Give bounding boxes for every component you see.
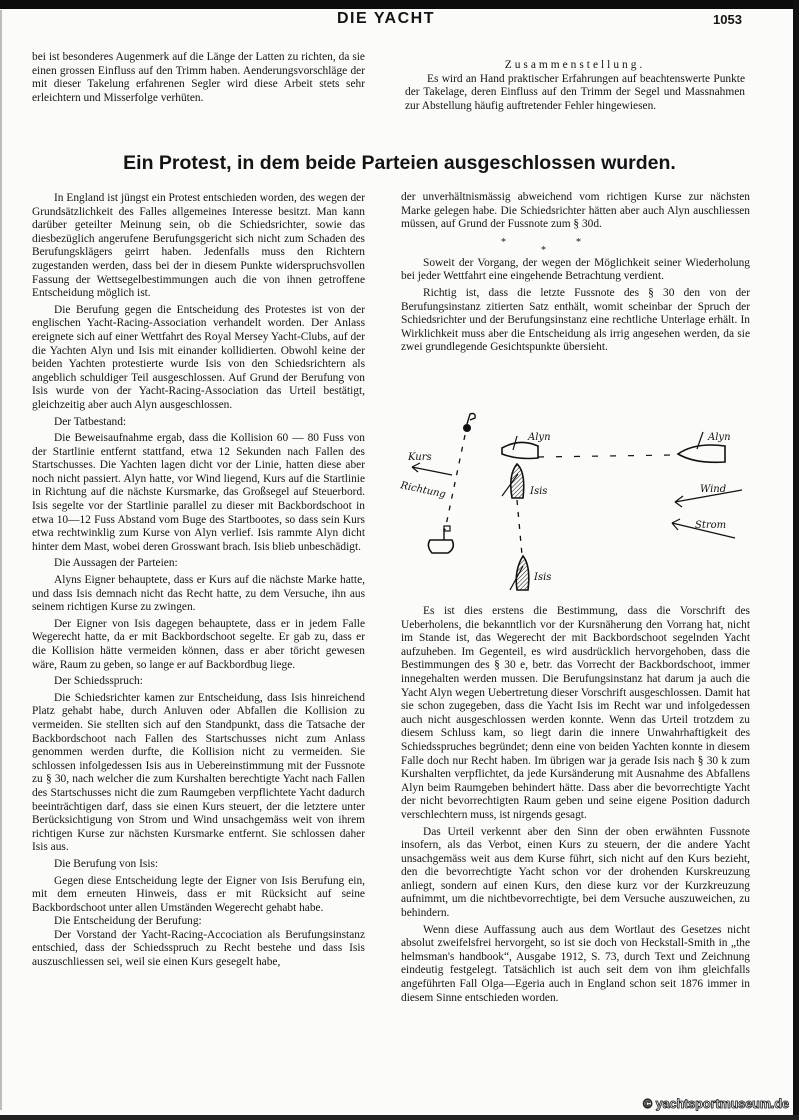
previous-article-end	[32, 51, 365, 105]
paragraph: Wenn diese Auffassung auch aus dem Wortlaut des Gesetzes nicht absolut zweifelsfrei hervorgeht, so ist sie doch von Heckstall-Smith in „the helmsman's handbook“, Ausgabe 1912, S. 73, durch Text und Zeichnung eindeutig festgelegt. Tatsächlich ist auch seit dem von ihm gleichfalls angeführten Fall Olga—Egeria auch in England schon seit 1876 immer in diesem Sinne entschieden worden.	[401, 923, 750, 1004]
start-boat-icon	[428, 526, 453, 553]
section-title: Zusammenstellung.	[504, 59, 646, 71]
paragraph: Der Eigner von Isis dagegen behauptete, dass er in jedem Falle Wegerecht hatte, da er mit Backbordschoot segelte. Er gab zu, dass er die Kollision hätte vermeiden können, dass er aber töricht gewesen wäre, Raum zu geben, so lange er auf Backbordbug liege.	[32, 617, 365, 671]
label-strom: Strom	[695, 520, 727, 531]
isis-track	[517, 500, 522, 555]
collision-diagram	[390, 380, 750, 595]
label-isis-far: Isis	[534, 572, 552, 583]
yacht-isis-near-icon	[502, 464, 524, 498]
section-heading: Die Aussagen der Parteien:	[54, 557, 178, 570]
page-number: 1053	[713, 12, 742, 27]
paragraph: Soweit der Vorgang, der wegen der Möglichkeit seiner Wiederholung bei jeder Wettfahrt eine eingehende Betrachtung verdient.	[401, 256, 750, 283]
article-right-column-top	[401, 191, 750, 355]
label-alyn-near: Alyn	[528, 432, 551, 443]
paragraph: In England ist jüngst ein Protest entschieden worden, des wegen der Grundsätzlichkeit des Falles allgemeines Interesse besitzt. Man kann darüber geteilter Meinung sein, ob die Schiedsrichter, sowie das diesbezüglich angerufene Berufungsgericht sich nicht zum Schaden des Berufungsklägers geirrt haben. Jedenfalls muss den Richtern zugestanden werden, dass bei der in diesem Punkte widerspruchsvollen Fassung der Wettsegelbestimmungen auch die von ihnen getroffene Entscheidung möglich ist.	[32, 192, 365, 300]
mark-buoy-icon	[463, 414, 475, 433]
article-left-column	[32, 189, 365, 970]
separator-dot: *	[576, 236, 581, 248]
section-heading: Die Entscheidung der Berufung:	[54, 915, 202, 928]
scan-top-border	[0, 0, 799, 9]
alyn-track	[538, 455, 675, 457]
paragraph: Richtig ist, dass die letzte Fussnote des § 30 den von der Berufungsinstanz zitierten Satz enthält, womit scheinbar der Spruch der Schiedsrichter und der Berufungsinstanz eine rechtliche Unterlage erhält. In Wirklichkeit muss aber die Entscheidung als irrig angesehen werden, da sie zwei grundlegende Gesichtspunkte übersieht.	[401, 286, 750, 354]
running-title: DIE YACHT	[337, 10, 435, 27]
paragraph: Das Urteil verkennt aber den Sinn der oben erwähnten Fussnote insofern, als das Verbot, einen Kurs zu steuern, der die andere Yacht unsachgemäss weit aus dem Kurse führt, sich nicht auf den Kurs bezieht, den die bevorrechtigte Yacht schon vor der drohenden Kurskreuzung anliegt, sondern auf einen Kurs, den diese kurz vor der Kurzkreuzung aufnimmt, um die nichtbevorrechtigte, bei dem Versuche auszuweichen, zu behindern.	[401, 825, 750, 920]
section-heading: Die Berufung von Isis:	[54, 857, 159, 870]
scan-left-edge	[0, 10, 2, 1110]
label-isis-near: Isis	[530, 486, 548, 497]
watermark: © yachtsportmuseum.de	[642, 1097, 789, 1111]
paragraph: bei ist besonderes Augenmerk auf die Länge der Latten zu richten, da sie einen grossen Einfluss auf den Trimm haben. Aenderungsvorschläge der mit dieser Takelung erfahrenen Segler wird diese Arbeit stets sehr erleichtern und Misserfolge verhüten.	[32, 51, 365, 104]
paragraph: der unverhältnismässig abweichend vom richtigen Kurse zur nächsten Marke gelegen habe. Die Schiedsrichter hätten aber auch Alyn auschliessen müssen, auf Grund der Fussnote zum § 30d.	[401, 191, 750, 231]
label-alyn-far: Alyn	[708, 432, 731, 443]
start-line	[445, 435, 465, 530]
paragraph: Die Schiedsrichter kamen zur Entscheidung, dass Isis hinreichend Platz gehabt habe, durch Anluven oder Abfallen die Kollision zu vermeiden. Sie stellten sich auf den Standpunkt, dass die Tatsache der Backbordschoot nach Fallen des Startschusses nicht zum Anlass genommen werden durfte, die Kollision nicht zu vermeiden. Sie schlossen infolgedessen Isis aus in Uebereinstimmung mit der Fussnote zu § 30, nach welcher die zum Kurshalten berechtigte Yacht nach Fallen des Startschusses nicht die zum Raumgeben verpflichtete Yacht dadurch beeinträchtigen darf, dass sie einen Kurs steuert, der die letztere unter Berücksichtigung von Strom und Wind unsachgemäss weit von ihrem richtigen Kurse zur nächsten Kursmarke entfernt. Sie schlossen daher Isis aus.	[32, 691, 365, 854]
paragraph: Die Beweisaufnahme ergab, dass die Kollision 60 — 80 Fuss von der Startlinie entfernt stattfand, etwa 12 Sekunden nach Fallen des Startschusses. Die Yachten lagen dicht vor der Linie, hatten diese aber noch nicht passiert. Alyn hatte, vor Wind liegend, Kurs auf die Startlinie in Richtung auf die nächste Kursmarke, das Großsegel auf Steuerbord. Isis segelte vor der Startlinie parallel zu dieser mit Backbordschoot in etwa 10—12 Fuss Abstand vom Buge des Startbootes, so dass sein Kurs etwa rechtwinklig zum Kurse von Alyn verlief. Isis rammte Alyn dicht hinter dem Mast, wobei deren Grosswant brach. Isis blieb unbeschädigt.	[32, 432, 365, 553]
article-title: Ein Protest, in dem beide Parteien ausgeschlossen wurden.	[123, 152, 676, 174]
paragraph: Alyns Eigner behauptete, dass er Kurs auf die nächste Marke hatte, und dass Isis demnach nicht das Recht hatte, zu dem Versuche, ihn aus seinem richtigen Kurse zu zwingen.	[32, 574, 365, 614]
scan-bottom-border	[0, 1115, 799, 1120]
article-right-column-bottom	[401, 602, 750, 1005]
section-heading: Der Schiedsspruch:	[54, 675, 143, 688]
yacht-isis-far-icon	[510, 556, 529, 590]
separator-dot: *	[501, 236, 506, 248]
diagram-svg	[390, 380, 750, 595]
paragraph: Es wird an Hand praktischer Erfahrungen auf beachtenswerte Punkte der Takelage, deren Einfluss auf den Trimm der Segel und Massnahmen zur Abstellung häufig auftretender Fehler hingewiesen.	[405, 72, 745, 112]
separator-dot: *	[541, 244, 546, 256]
label-kurs: Kurs	[408, 452, 432, 463]
section-separator	[401, 232, 750, 254]
paragraph: Der Vorstand der Yacht-Racing-Accociation als Berufungsinstanz entschied, dass der Schiedsspruch zu Recht bestehe und dass Isis auszuschliessen sei, weil sie einen Kurs gesegelt habe,	[32, 928, 365, 969]
previous-article-summary	[405, 59, 745, 113]
paragraph: Gegen diese Entscheidung legte der Eigner von Isis Berufung ein, mit dem erneuten Hinweis, dass er mit Rücksicht auf seine Backbordschoot unter allen Umständen Wegerecht gehabt habe.	[32, 874, 365, 914]
course-direction-arrow	[412, 463, 452, 475]
label-richtung: Richtung	[399, 480, 447, 501]
paragraph: Es ist dies erstens die Bestimmung, dass die Vorschrift des Ueberholens, die bekanntlich vor der Kursnäherung den Vorrang hat, nicht im Stande ist, das Wegerecht der mit Backbordschoot segelnden Yacht aufzuheben. Im Gegenteil, es wird ausdrücklich hervorgehoben, dass die Bestimmungen des § 30 e, betr. das Vorrecht der Backbordschoot, immer innegehalten werden mussen. Die Berufungsinstanz hat darum ja auch die Yacht Alyn wegen Uebertretung dieser Vorschrift ausgeschlossen. Damit hat sie schon zugegeben, dass die Yacht Isis im Recht war und infolgedessen auch nicht ausgeschlossen werden konnte. Wenn das Urteil trotzdem zu diesem Schluss kam, so liegt darin die innere Unwahrhaftigkeit des Schiedsspruches begründet; denn eine von beiden Yachten konnte in diesem Falle doch nur Recht haben. Im übrigen war ja gerade Isis nach § 30 k zum Kurshalten verpflichtet, da jede Kursänderung mit Ausnahme des Abfallens Alyn beim Raumgeben behindert hätte. Dass aber die bevorrechtigte Yacht der nicht bevorrechtigten Raum geben und seine eigene Position dadurch verschlechtern muss, ist nirgends gesagt.	[401, 605, 750, 821]
label-wind: Wind	[700, 484, 727, 495]
paragraph: Die Berufung gegen die Entscheidung des Protestes ist von der englischen Yacht-Racing-Association verhandelt worden. Der Anlass ereignete sich auf einer Wettfahrt des Royal Mersey Yacht-Clubs, auf der die Yachten Alyn und Isis mit einander kollidierten. Obwohl keine der beiden Yachten protestierte wurde Isis von den Schiedsrichtern als angeblich schuldiger Teil ausgeschlossen. Auf Grund der Berufung von Isis wurde von der Yacht-Racing-Association das Urteil bestätigt, gleichzeitig aber auch Alyn ausgeschlossen.	[32, 303, 365, 411]
section-heading: Der Tatbestand:	[54, 415, 127, 428]
